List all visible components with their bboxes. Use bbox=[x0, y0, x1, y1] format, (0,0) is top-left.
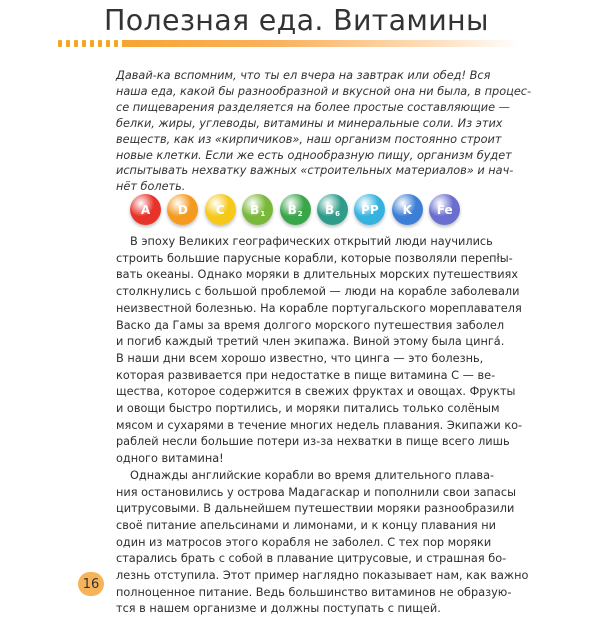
text-line: тся в нашем организме и должны поступать с пищей. bbox=[116, 602, 441, 616]
vitamin-b6-circle bbox=[317, 194, 348, 225]
text-line: В наши дни всем хорошо известно, что цинга — это болезнь, bbox=[116, 351, 484, 365]
text-line: неизвестной болезнью. На корабле португальского мореплавателя bbox=[116, 301, 522, 315]
vitamin-label: Fe bbox=[436, 202, 453, 217]
main-text bbox=[116, 234, 529, 618]
text-line: полноценное питание. Ведь большинство витаминов не образую- bbox=[116, 585, 512, 599]
intro-line: Давай-ка вспомним, что ты ел вчера на завтрак или обед! Вся bbox=[116, 69, 491, 82]
vitamin-label: D bbox=[177, 202, 188, 217]
vitamin-subscript: 6 bbox=[335, 209, 341, 218]
vitamin-subscript: 2 bbox=[297, 209, 303, 218]
vitamin-b1-circle bbox=[242, 194, 273, 225]
text-line: ния остановились у острова Мадагаскар и пополнили свои запасы bbox=[116, 485, 516, 499]
text-line: мясом и сухарями в течение многих недель плавания. Экипажи ко- bbox=[116, 418, 523, 432]
text-line: один из матросов этого корабля не заболел. С тех пор моряки bbox=[116, 535, 492, 549]
intro-line: се пищеварения разделяется на более простые составляющие — bbox=[116, 100, 510, 114]
vitamin-label: PP bbox=[361, 202, 379, 217]
intro-line: веществ, как из «кирпичиков», наш организм постоянно строит bbox=[116, 132, 502, 146]
text-line: лезнь отступила. Этот пример наглядно показывает нам, как важно bbox=[116, 569, 529, 583]
vitamin-subscript: 1 bbox=[260, 209, 266, 218]
vitamin-d-circle bbox=[167, 194, 198, 225]
text-line: своё питание апельсинами и лимонами, и к концу плавания ни bbox=[116, 518, 496, 532]
text-line: щества, которое содержится в свежих фруктах и овощах. Фрукты bbox=[116, 385, 516, 399]
vitamin-k-circle bbox=[392, 194, 423, 225]
text-line: раблей несли большие потери из-за нехватки в пище всего лишь bbox=[116, 435, 510, 449]
text-line: Однажды английские корабли во время длительного плава- bbox=[130, 468, 495, 482]
text-line: старались брать с собой в плавание цитрусовые, и страшная бо- bbox=[116, 552, 507, 566]
intro-line: испытывать нехватку важных «строительных материалов» и нач- bbox=[116, 164, 514, 178]
vitamin-label: B bbox=[287, 202, 297, 217]
text-line: цитрусовыми. В дальнейшем путешествии моряки разнообразили bbox=[116, 502, 515, 516]
text-line: и погиб каждый третий член экипажа. Виной этому была цинга́. bbox=[116, 335, 505, 349]
text-line: одного витамина! bbox=[116, 452, 224, 466]
vitamin-label: B bbox=[250, 202, 260, 217]
text-line: строить большие парусные корабли, которые позволяли перепłы- bbox=[116, 251, 513, 265]
text-line: вать океаны. Однако моряки в длительных морских путешествиях bbox=[116, 268, 519, 282]
page-title: Полезная еда. Витамины bbox=[104, 4, 489, 37]
text-line: столкнулись с большой проблемой — люди на корабле заболевали bbox=[116, 285, 520, 299]
vitamin-label: B bbox=[324, 202, 335, 217]
vitamin-label: C bbox=[215, 202, 225, 217]
vitamin-circles-row bbox=[130, 194, 460, 228]
vitamin-pp-circle bbox=[354, 194, 385, 225]
text-line: и овощи быстро портились, и моряки питались только солёным bbox=[116, 402, 500, 416]
text-line: В эпоху Великих географических открытий люди научились bbox=[130, 235, 493, 248]
page-number: 16 bbox=[78, 572, 104, 596]
vitamin-fe-circle bbox=[429, 194, 460, 225]
title-underline-decoration bbox=[58, 40, 520, 47]
vitamin-label: A bbox=[140, 202, 151, 217]
text-line: Васко да Гамы за время долгого морского путешествия заболел bbox=[116, 318, 505, 332]
vitamin-b2-circle bbox=[280, 194, 311, 225]
text-line: которая развивается при недостатке в пище витамина С — ве- bbox=[116, 368, 496, 382]
intro-line: нёт болеть. bbox=[116, 180, 186, 194]
intro-paragraph bbox=[116, 68, 532, 195]
vitamin-c-circle bbox=[205, 194, 236, 225]
vitamin-label: K bbox=[402, 202, 412, 217]
intro-line: наша еда, какой бы разнообразной и вкусной она ни была, в процес- bbox=[116, 84, 532, 98]
intro-line: белки, жиры, углеводы, витамины и минеральные соли. Из этих bbox=[116, 116, 503, 130]
intro-line: новые клетки. Если же есть однообразную пищу, организм будет bbox=[116, 148, 512, 162]
vitamin-a-circle bbox=[130, 194, 161, 225]
